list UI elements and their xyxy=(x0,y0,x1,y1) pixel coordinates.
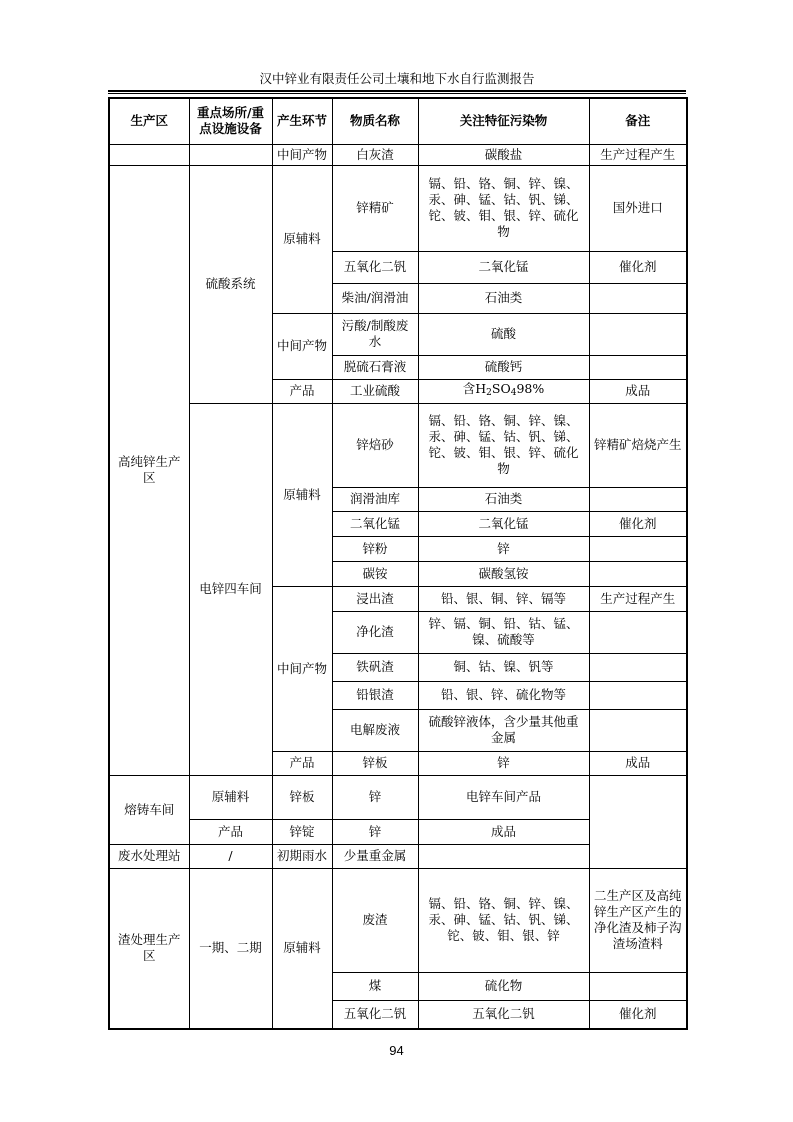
pollutant-cell: 铅、银、铜、锌、镉等 xyxy=(418,586,589,611)
material-cell: 净化渣 xyxy=(332,611,418,653)
header-title: 汉中锌业有限责任公司土壤和地下水自行监测报告 xyxy=(259,71,535,86)
formula-pre: 含H xyxy=(462,381,487,396)
pollutant-cell: 五氧化二钒 xyxy=(418,1000,589,1029)
note-cell: 催化剂 xyxy=(589,1000,687,1029)
note-cell xyxy=(418,844,589,868)
material-cell: 五氧化二钒 xyxy=(332,1000,418,1029)
note-cell: 二生产区及高纯锌生产区产生的净化渣及柿子沟渣场渣料 xyxy=(589,868,687,972)
stage-cell: 原辅料 xyxy=(189,775,272,819)
col-header: 产生环节 xyxy=(272,98,332,144)
pollutant-cell xyxy=(418,379,589,403)
pollutant-cell: 铜、钴、镍、钒等 xyxy=(418,653,589,681)
pollutant-table xyxy=(108,97,688,1030)
table-row xyxy=(109,844,687,868)
facility-cell: 一期、二期 xyxy=(189,868,272,1029)
table-row xyxy=(109,775,687,819)
stage-cell: 中间产物 xyxy=(272,144,332,165)
table-row xyxy=(109,868,687,972)
stage-cell: 原辅料 xyxy=(272,403,332,586)
header-rule xyxy=(108,93,686,94)
pollutant-cell: 少量重金属 xyxy=(332,844,418,868)
table-header-row xyxy=(109,98,687,144)
formula-sub: 4 xyxy=(510,388,517,398)
note-cell xyxy=(589,611,687,653)
note-cell xyxy=(589,681,687,709)
note-cell xyxy=(589,653,687,681)
material-cell: 锌粉 xyxy=(332,536,418,561)
pollutant-cell: 硫酸锌液体，含少量其他重金属 xyxy=(418,709,589,751)
pollutant-cell: 锌 xyxy=(418,536,589,561)
note-cell: 成品 xyxy=(589,751,687,775)
formula-post: 98% xyxy=(516,381,545,396)
note-cell xyxy=(589,536,687,561)
material-cell: 脱硫石膏液 xyxy=(332,355,418,379)
material-cell: 锌焙砂 xyxy=(332,403,418,487)
zone-cell xyxy=(109,144,189,165)
material-cell: 初期雨水 xyxy=(272,844,332,868)
facility-cell: 废水处理站 xyxy=(109,844,189,868)
material-cell: 工业硫酸 xyxy=(332,379,418,403)
pollutant-cell: 铅、银、锌、硫化物等 xyxy=(418,681,589,709)
pollutant-cell: 硫化物 xyxy=(418,972,589,1000)
note-cell: 生产过程产生 xyxy=(589,144,687,165)
material-cell: 锌板 xyxy=(332,751,418,775)
material-cell: 白灰渣 xyxy=(332,144,418,165)
material-cell: 污酸/制酸废水 xyxy=(332,313,418,355)
stage-cell: 产品 xyxy=(272,379,332,403)
material-cell: 锌精矿 xyxy=(332,165,418,251)
material-cell: 铁矾渣 xyxy=(332,653,418,681)
pollutant-cell: 石油类 xyxy=(418,487,589,511)
material-cell: 浸出渣 xyxy=(332,586,418,611)
note-cell xyxy=(589,972,687,1000)
material-cell: 废渣 xyxy=(332,868,418,972)
pollutant-cell: 锌 xyxy=(418,751,589,775)
note-cell xyxy=(589,313,687,355)
material-cell: 铅银渣 xyxy=(332,681,418,709)
col-header: 生产区 xyxy=(109,98,189,144)
pollutant-cell: 镉、铅、铬、铜、锌、镍、汞、砷、锰、钴、钒、锑、铊、铍、钼、银、锌 xyxy=(418,868,589,972)
facility-cell: 硫酸系统 xyxy=(189,165,272,403)
material-cell: 五氧化二钒 xyxy=(332,251,418,283)
pollutant-cell: 石油类 xyxy=(418,283,589,313)
table-row xyxy=(109,144,687,165)
note-cell: 生产过程产生 xyxy=(589,586,687,611)
pollutant-cell: 锌 xyxy=(332,819,418,844)
pollutant-cell: 镉、铅、铬、铜、锌、镍、汞、砷、锰、钴、钒、锑、铊、铍、钼、银、锌、硫化物 xyxy=(418,165,589,251)
material-cell: 柴油/润滑油 xyxy=(332,283,418,313)
table-row xyxy=(109,403,687,487)
col-header: 关注特征污染物 xyxy=(418,98,589,144)
stage-cell: 原辅料 xyxy=(272,868,332,1029)
pollutant-cell: 锌、镉、铜、铅、钴、锰、镍、硫酸等 xyxy=(418,611,589,653)
page-header xyxy=(108,68,686,92)
pollutant-cell: 镉、铅、铬、铜、锌、镍、汞、砷、锰、钴、钒、锑、铊、铍、钼、银、锌、硫化物 xyxy=(418,403,589,487)
note-cell: 催化剂 xyxy=(589,511,687,536)
note-cell xyxy=(589,487,687,511)
stage-cell: 中间产物 xyxy=(272,313,332,379)
col-header: 重点场所/重点设施设备 xyxy=(189,98,272,144)
table-row xyxy=(109,819,687,844)
formula-sub: 2 xyxy=(486,388,492,398)
note-cell: 锌精矿焙烧产生 xyxy=(589,403,687,487)
facility-cell xyxy=(189,144,272,165)
note-cell: 国外进口 xyxy=(589,165,687,251)
material-cell: 润滑油库 xyxy=(332,487,418,511)
note-cell xyxy=(589,283,687,313)
facility-cell: 熔铸车间 xyxy=(109,775,189,844)
note-cell: 成品 xyxy=(418,819,589,844)
formula-mid: SO xyxy=(491,381,511,396)
stage-cell: 产品 xyxy=(272,751,332,775)
pollutant-cell: 二氧化锰 xyxy=(418,511,589,536)
note-cell xyxy=(589,355,687,379)
material-cell: 二氧化锰 xyxy=(332,511,418,536)
material-cell: 锌板 xyxy=(272,775,332,819)
stage-cell: 产品 xyxy=(189,819,272,844)
note-cell: 催化剂 xyxy=(589,251,687,283)
facility-cell: 电锌四车间 xyxy=(189,403,272,775)
note-cell xyxy=(589,709,687,751)
material-cell: 锌锭 xyxy=(272,819,332,844)
note-cell: 电锌车间产品 xyxy=(418,775,589,819)
note-cell: 成品 xyxy=(589,379,687,403)
pollutant-cell: 碳酸氢铵 xyxy=(418,561,589,586)
material-cell: 煤 xyxy=(332,972,418,1000)
pollutant-cell: 碳酸盐 xyxy=(418,144,589,165)
stage-cell: 中间产物 xyxy=(272,586,332,751)
stage-cell: 原辅料 xyxy=(272,165,332,313)
col-header: 物质名称 xyxy=(332,98,418,144)
table-row xyxy=(109,165,687,251)
col-header: 备注 xyxy=(589,98,687,144)
material-cell: 碳铵 xyxy=(332,561,418,586)
pollutant-cell: 硫酸 xyxy=(418,313,589,355)
page-number: 94 xyxy=(389,1043,404,1058)
pollutant-cell: 硫酸钙 xyxy=(418,355,589,379)
note-cell xyxy=(589,561,687,586)
zone-cell: 高纯锌生产区 xyxy=(109,165,189,775)
zone-cell: 渣处理生产区 xyxy=(109,868,189,1029)
stage-cell: / xyxy=(189,844,272,868)
material-cell: 电解废液 xyxy=(332,709,418,751)
pollutant-cell: 二氧化锰 xyxy=(418,251,589,283)
pollutant-cell: 锌 xyxy=(332,775,418,819)
